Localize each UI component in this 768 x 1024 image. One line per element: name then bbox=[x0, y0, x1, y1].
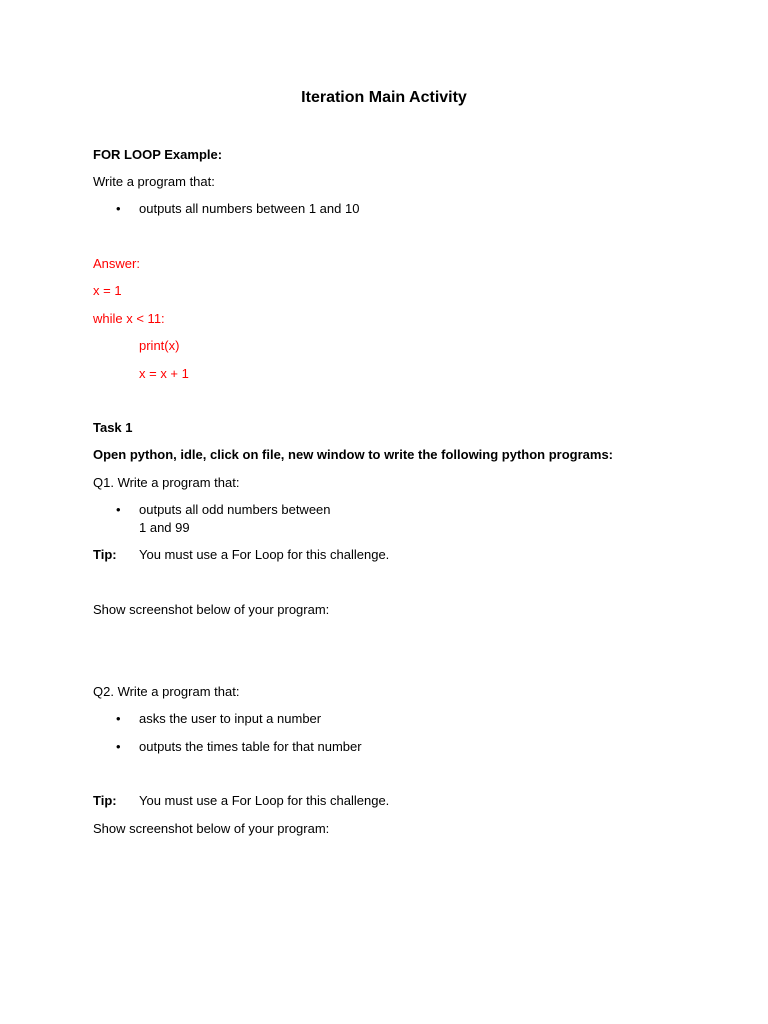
bullet-marker: • bbox=[116, 739, 121, 754]
answer-label: Answer: bbox=[93, 256, 140, 271]
example-intro: Write a program that: bbox=[93, 174, 215, 189]
q1-tip-text: You must use a For Loop for this challenge. bbox=[139, 547, 390, 562]
example-heading: FOR LOOP Example: bbox=[93, 147, 223, 162]
task1-instruction: Open python, idle, click on file, new window to write the following python programs: bbox=[93, 447, 614, 462]
q1-screenshot-prompt: Show screenshot below of your program: bbox=[93, 602, 330, 617]
code-line-2: while x < 11: bbox=[93, 311, 165, 326]
bullet-marker: • bbox=[116, 502, 121, 517]
q2-bullet-2: outputs the times table for that number bbox=[139, 739, 362, 754]
q2-tip-label: Tip: bbox=[93, 793, 117, 808]
q2-prompt: Q2. Write a program that: bbox=[93, 684, 240, 699]
q1-prompt: Q1. Write a program that: bbox=[93, 475, 240, 490]
q2-screenshot-prompt: Show screenshot below of your program: bbox=[93, 821, 330, 836]
bullet-marker: • bbox=[116, 201, 121, 216]
q1-bullet-line2: 1 and 99 bbox=[139, 520, 190, 535]
code-line-3: print(x) bbox=[139, 338, 180, 353]
bullet-marker: • bbox=[116, 711, 121, 726]
example-bullet: outputs all numbers between 1 and 10 bbox=[139, 201, 360, 216]
q1-tip-label: Tip: bbox=[93, 547, 117, 562]
q1-bullet-line1: outputs all odd numbers between bbox=[139, 502, 331, 517]
q2-bullet-1: asks the user to input a number bbox=[139, 711, 322, 726]
task1-heading: Task 1 bbox=[93, 420, 133, 435]
code-line-1: x = 1 bbox=[93, 283, 122, 298]
q2-tip-text: You must use a For Loop for this challenge. bbox=[139, 793, 390, 808]
code-line-4: x = x + 1 bbox=[139, 366, 189, 381]
page-title: Iteration Main Activity bbox=[301, 89, 467, 106]
